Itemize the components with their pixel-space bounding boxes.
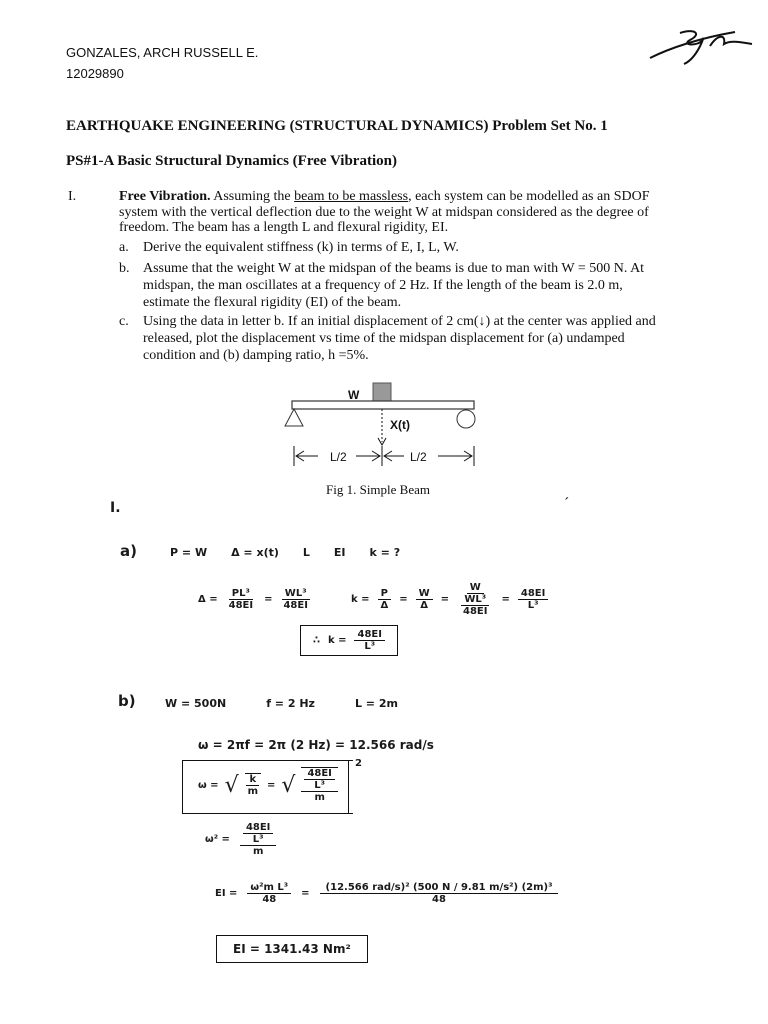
student-id: 12029890	[66, 66, 124, 81]
frac-inner-num: WL³	[461, 594, 489, 606]
frac-pl3-den: 48EI	[228, 600, 254, 611]
frac-w1: W	[416, 588, 433, 600]
problem-heading: Free Vibration.	[119, 189, 211, 204]
given-delta: Δ = x(t)	[231, 546, 279, 559]
roller-support-icon	[457, 410, 475, 428]
item-b-line-1: Assume that the weight W at the midspan of the beams is due to man with W = 500 N. At	[143, 261, 645, 276]
ei-frac	[247, 882, 291, 905]
intro-line-2: system with the vertical deflection due to the weight W at midspan considered as the degree of	[119, 204, 649, 220]
frac-wl3-den: 48EI	[283, 600, 308, 611]
omega-line: ω = 2πf = 2π (2 Hz) = 12.566 rad/s	[198, 738, 434, 752]
ei-sub-den: 48	[432, 894, 446, 905]
given-length: L = 2m	[354, 697, 398, 710]
frac-p-delta	[377, 588, 391, 611]
simple-beam-figure	[280, 380, 490, 470]
item-c-label: c.	[119, 314, 129, 329]
omega2-frac	[240, 822, 276, 857]
problem-number: I.	[68, 189, 77, 204]
ei-result-box: EI = 1341.43 Nm²	[216, 935, 368, 963]
omega-sqrt-lhs: ω =	[198, 779, 219, 791]
k-result-den: L³	[364, 641, 376, 652]
part-a-label: a)	[120, 542, 137, 560]
item-c-line-3: condition and (b) damping ratio, h =5%.	[143, 348, 369, 363]
item-c-line-1: Using the data in letter b. If an initial displacement of 2 cm(↓) at the center was applied and	[143, 314, 656, 329]
given-f: f = 2 Hz	[266, 697, 315, 710]
weight-block	[373, 383, 391, 401]
figure-caption: Fig 1. Simple Beam	[326, 482, 430, 497]
ei-sub-frac	[320, 882, 559, 905]
frac-w-delta	[416, 588, 433, 611]
sqrt-k: k	[246, 774, 259, 786]
omega-squared-row	[205, 822, 276, 857]
intro-underlined: beam to be massless	[294, 189, 409, 204]
frac-d1: Δ	[380, 600, 389, 611]
eq-2: =	[399, 594, 408, 605]
intro-line-3: freedom. The beam has a length L and flexural rigidity, EI.	[119, 220, 449, 236]
omega2-lhs: ω² =	[205, 834, 230, 845]
omega2-m: m	[252, 846, 264, 857]
beam-member	[292, 401, 474, 409]
frac-nested-den	[457, 594, 493, 617]
bracket-right	[338, 760, 349, 814]
sqrt-den-m: m	[314, 792, 325, 803]
displacement-label: X(t)	[390, 418, 410, 432]
k-lhs: k =	[350, 594, 370, 605]
given-w: W = 500N	[165, 697, 227, 710]
document-title: EARTHQUAKE ENGINEERING (STRUCTURAL DYNAMICS) Problem Set No. 1	[66, 118, 608, 134]
item-a-line: Derive the equivalent stiffness (k) in terms of E, I, L, W.	[143, 240, 459, 255]
frac-w-nested	[457, 582, 493, 617]
ei-num: ω²m L³	[247, 882, 291, 894]
frac-48ei-l3	[518, 588, 548, 611]
dim-right-label: L/2	[410, 450, 427, 464]
omega2-l3: L³	[252, 834, 264, 845]
frac-wl3	[280, 588, 310, 611]
part-b-givens	[165, 697, 398, 710]
given-k: k = ?	[369, 546, 401, 559]
eq-1: =	[264, 594, 273, 605]
part-a-equation-row	[198, 582, 548, 617]
k-result-num: 48EI	[354, 629, 384, 641]
omega2-num	[240, 822, 276, 846]
ei-lhs: EI =	[215, 888, 238, 899]
sqrt-48ei: 48EI	[304, 768, 334, 780]
therefore-icon: ∴	[313, 635, 320, 646]
item-b-label: b.	[119, 261, 130, 276]
signature-image	[640, 18, 760, 73]
solution-section-label: I.	[110, 500, 121, 516]
item-a-label: a.	[119, 240, 129, 255]
eq-5: =	[267, 779, 276, 791]
frac-p: P	[378, 588, 391, 600]
sqrt-nested	[301, 767, 337, 803]
eq-3: =	[440, 594, 450, 605]
intro-after: , each system can be modelled as an SDOF	[408, 189, 650, 204]
student-name: GONZALES, ARCH RUSSELL E.	[66, 45, 259, 60]
given-l: L	[302, 546, 310, 559]
frac-inner-den: 48EI	[463, 606, 488, 617]
sqrt-nested-num	[301, 768, 337, 792]
delta-lhs: Δ =	[198, 594, 218, 605]
eq-4: =	[501, 594, 510, 605]
eq-6: =	[301, 888, 310, 899]
given-p: P = W	[170, 546, 208, 559]
frac-pl3-num: PL³	[229, 588, 253, 600]
omega2-48ei: 48EI	[243, 822, 273, 834]
frac-d2: Δ	[420, 600, 428, 611]
k-result-box	[300, 625, 398, 656]
stray-mark: ´	[563, 496, 569, 510]
sqrt-k-m	[245, 773, 261, 797]
part-b-label: b)	[118, 692, 136, 710]
pin-support-icon	[285, 409, 303, 426]
item-b-line-2: midspan, the man oscillates at a frequency of 2 Hz. If the length of the beam is 2.0 m,	[143, 278, 623, 293]
k-result-lhs: k =	[327, 635, 347, 646]
frac-l3: L³	[527, 600, 539, 611]
dim-left-label: L/2	[330, 450, 347, 464]
given-ei: EI	[333, 546, 346, 559]
bracket-power: 2	[355, 758, 362, 769]
frac-pl3	[226, 588, 256, 611]
sqrt-l3: L³	[314, 780, 326, 791]
ei-sub-num: (12.566 rad/s)² (500 N / 9.81 m/s²) (2m)³	[320, 882, 559, 894]
item-b-line-3: estimate the flexural rigidity (EI) of the beam.	[143, 295, 402, 310]
part-a-givens	[170, 546, 400, 559]
omega-sqrt-row: ω = √ $\frac{k}{m}$ = √ $\frac{\frac{48EI}{\text{L³}}}{m}$	[198, 767, 338, 803]
ei-row	[215, 882, 558, 905]
frac-48ei: 48EI	[518, 588, 548, 600]
frac-w2: W	[467, 582, 484, 594]
document-subtitle: PS#1-A Basic Structural Dynamics (Free Vibration)	[66, 153, 397, 169]
ei-den: 48	[262, 894, 277, 905]
sqrt-m: m	[247, 786, 259, 797]
problem-intro	[119, 189, 719, 236]
frac-wl3-num: WL³	[282, 588, 310, 600]
weight-label: W	[348, 388, 360, 402]
intro-before: Assuming the	[213, 189, 291, 204]
k-result-frac	[354, 629, 384, 652]
item-c-line-2: released, plot the displacement vs time of the midspan displacement for (a) undamped	[143, 331, 625, 346]
